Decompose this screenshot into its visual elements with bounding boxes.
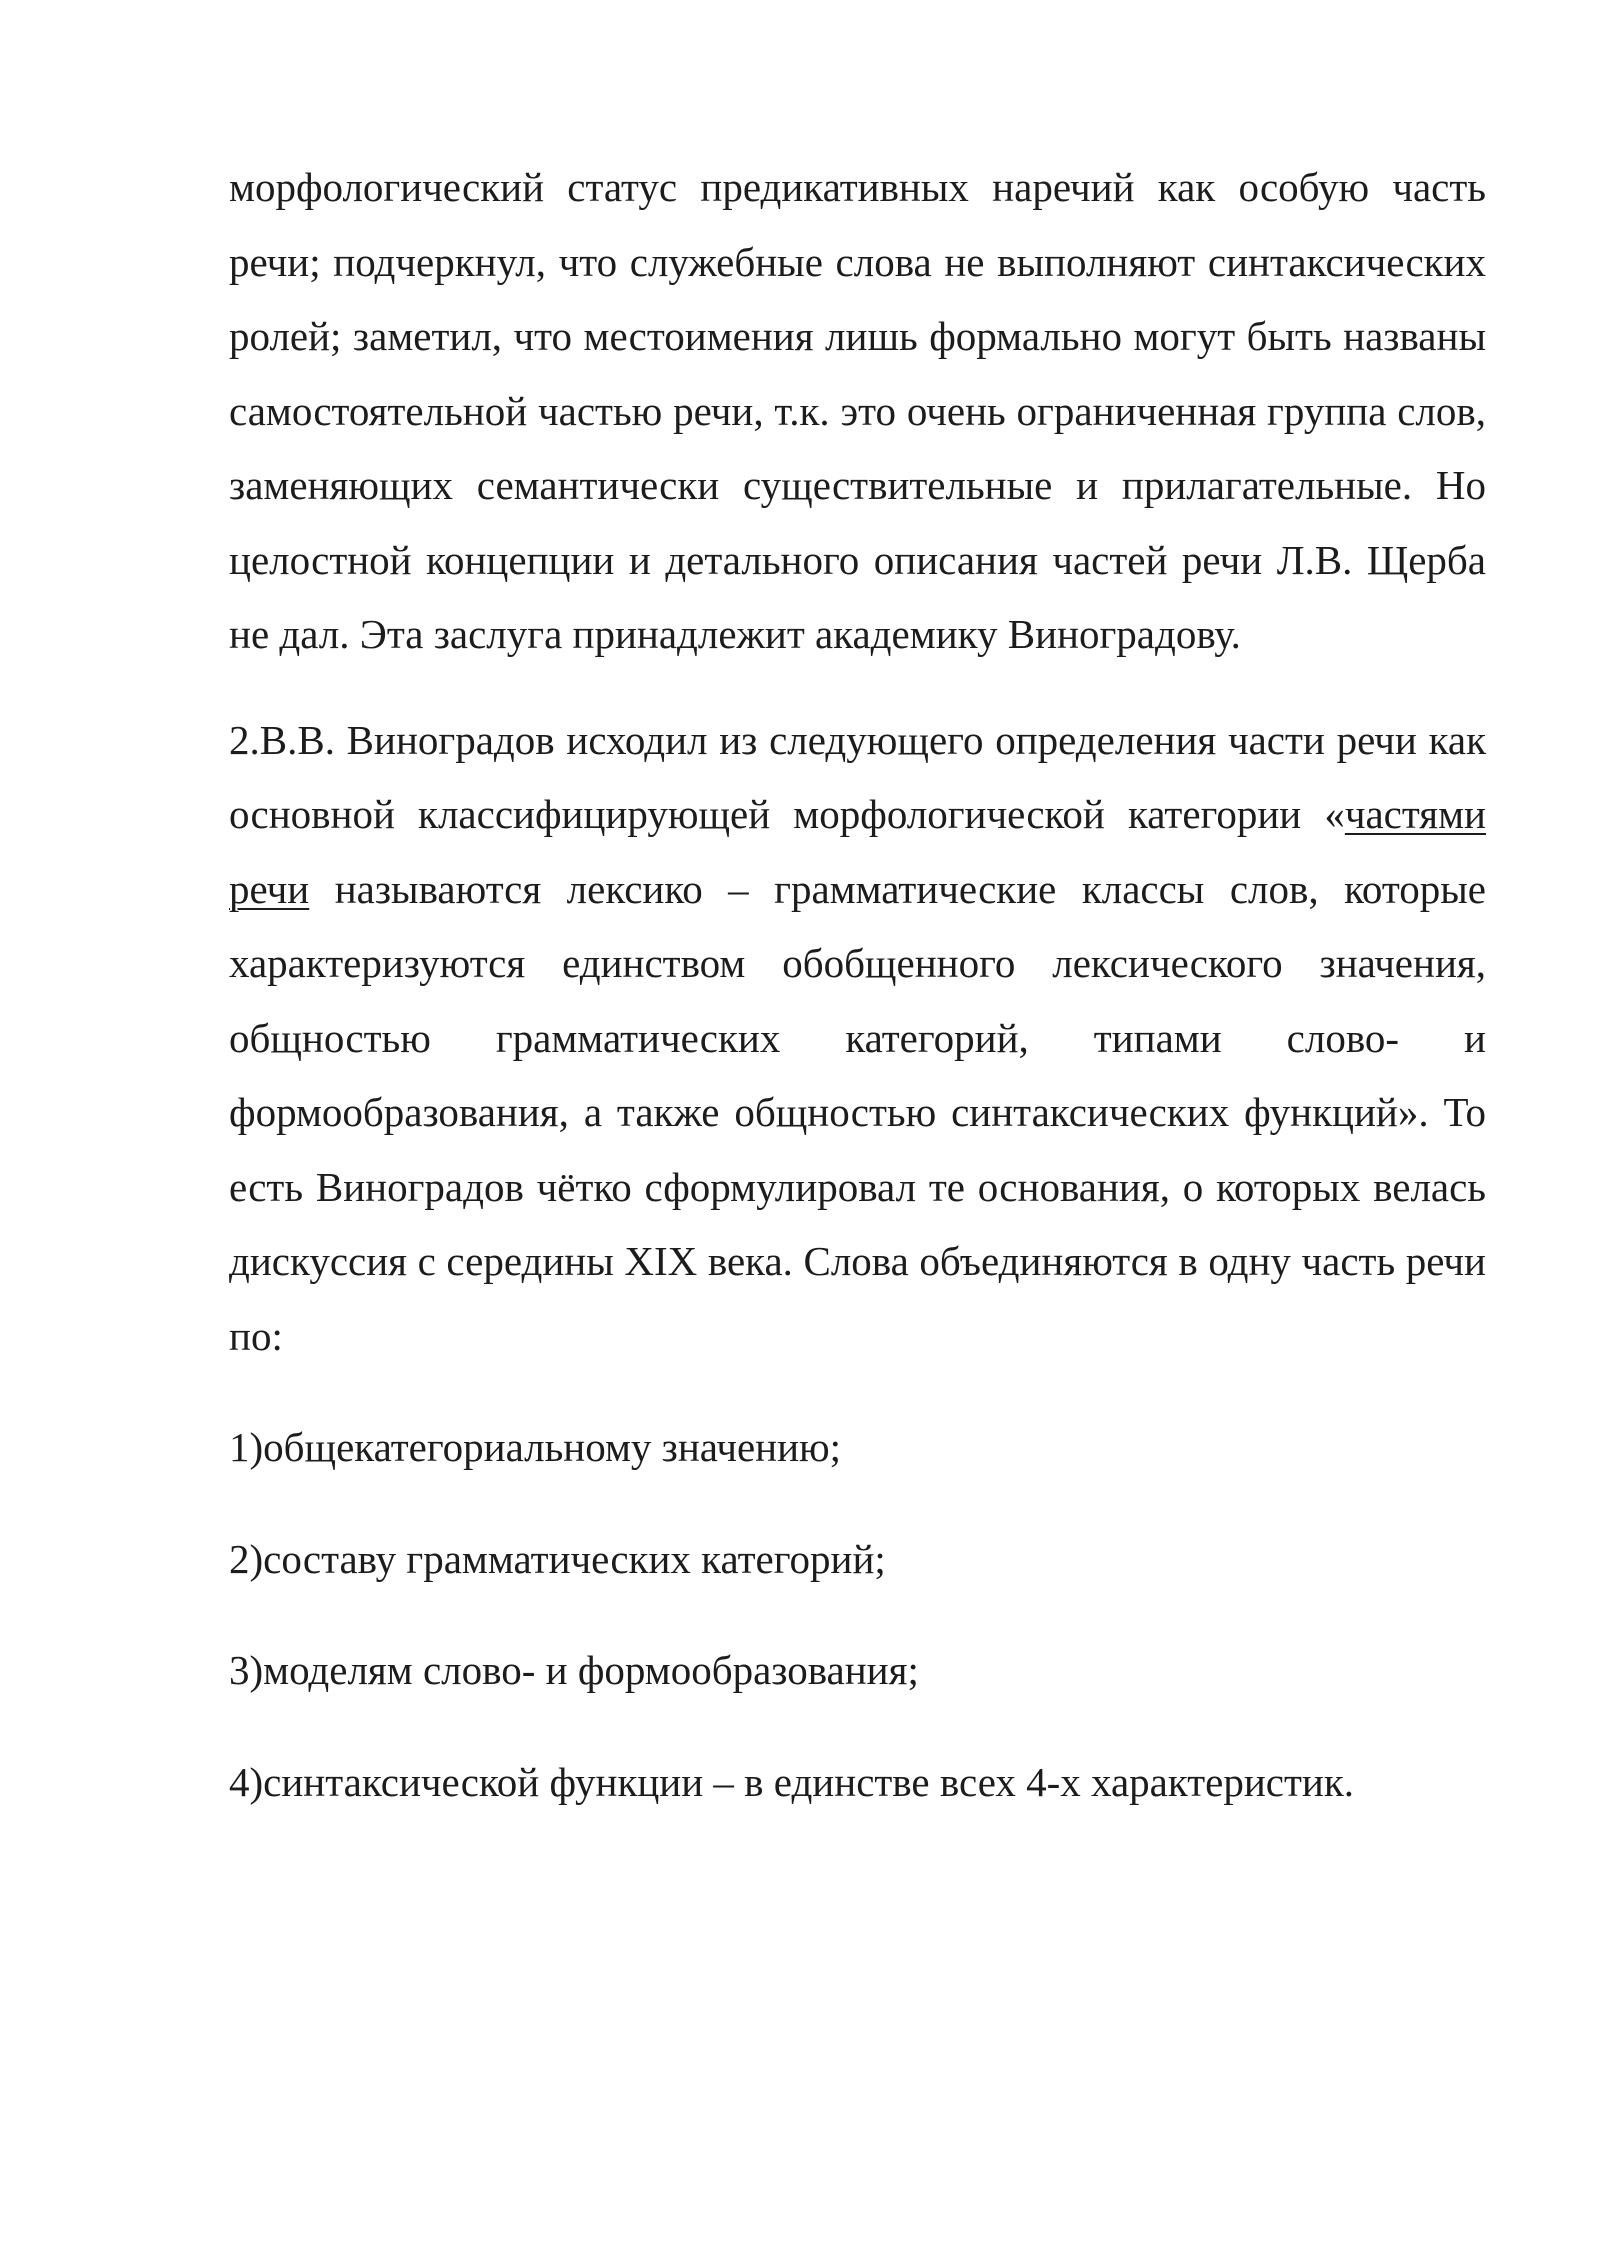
criteria-item-1: 1)общекатегориальному значению; bbox=[229, 1424, 842, 1470]
criteria-item-4: 4)синтаксической функции – в единстве всех 4-х характеристик. bbox=[229, 1758, 1355, 1805]
definition-rest-text: называются лексико – грамматические классы слов, которые характеризуются единством обобщенного лексического значения, общностью грамматических категорий, типами слово- и формообразования, а также общностью синтаксических функций». То есть Виноградов чётко сформулировал те основания, о которых велась дискуссия с середины XIX века. Слова объединяются в одну часть речи по: bbox=[229, 865, 1486, 1359]
paragraph-shcherba: морфологический статус предикативных наречий как особую часть речи; подчеркнул, что служебные слова не выполняют синтаксических ролей; заметил, что местоимения лишь формально могут быть названы самостоятельной частью речи, т.к. это очень ограниченная группа слов, заменяющих семантически существительные и прилагательные. Но целостной концепции и детального описания частей речи Л.В. Щерба не дал. Эта заслуга принадлежит академику Виноградову. bbox=[229, 164, 1486, 657]
underlined-term: частями речи bbox=[229, 791, 1486, 912]
criteria-item-2: 2)составу грамматических категорий; bbox=[229, 1535, 886, 1582]
document-body bbox=[229, 150, 1486, 1819]
paragraph-vinogradov-definition bbox=[229, 703, 1486, 1374]
definition-intro-text: 2.В.В. Виноградов исходил из следующего определения части речи как основной классифицирующей морфологической категории « bbox=[229, 716, 1486, 837]
criteria-item-3: 3)моделям слово- и формообразования; bbox=[229, 1647, 919, 1693]
